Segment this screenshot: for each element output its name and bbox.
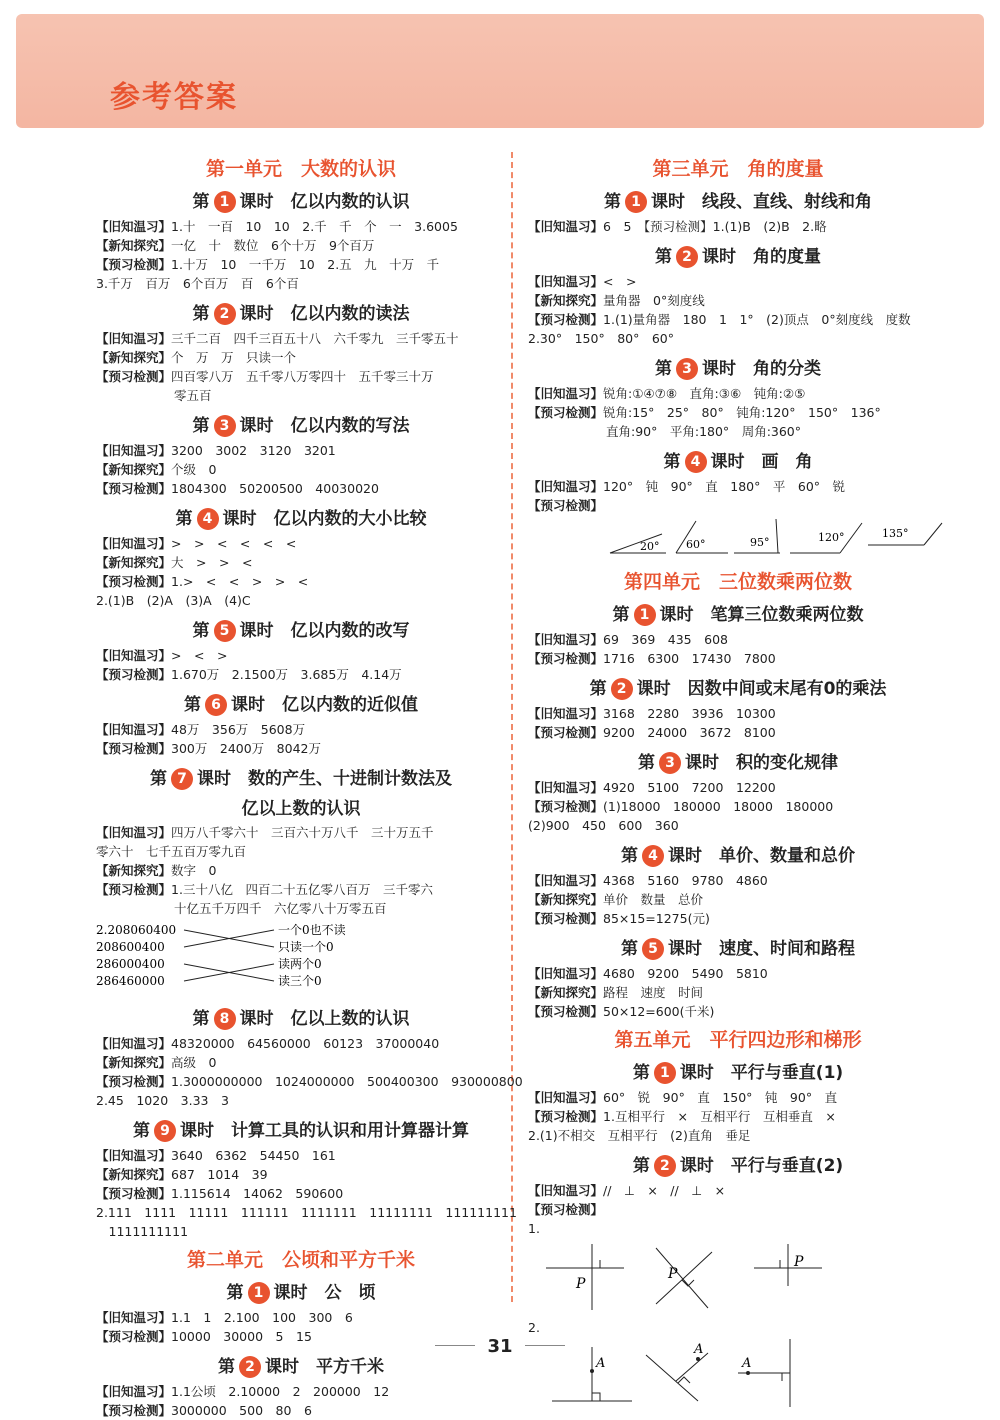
match-label: 读两个0 bbox=[278, 957, 322, 971]
lesson-heading: 第 3 课时 积的变化规律 bbox=[638, 753, 838, 773]
answer-line bbox=[96, 1146, 506, 1165]
answer-text: 3168 2280 3936 10300 bbox=[603, 706, 776, 721]
answer-line bbox=[528, 778, 948, 797]
answer-line bbox=[96, 386, 506, 405]
answer-text: 1.1 1 2.100 100 300 6 bbox=[171, 1310, 353, 1325]
lesson-title: 课时 亿以内数的近似值 bbox=[231, 695, 418, 715]
answer-line bbox=[96, 236, 506, 255]
lesson-number-badge: 4 bbox=[197, 508, 219, 530]
section-tag: 【新知探究】 bbox=[96, 863, 172, 878]
answer-line bbox=[96, 739, 506, 758]
answer-text: 1111111111 bbox=[96, 1224, 189, 1239]
point-a bbox=[590, 1369, 594, 1373]
answer-text: 1. bbox=[528, 1221, 540, 1236]
answer-line bbox=[96, 255, 506, 274]
lesson-number-badge: 1 bbox=[654, 1062, 676, 1084]
lesson-number-badge: 2 bbox=[676, 246, 698, 268]
answer-line bbox=[96, 842, 506, 861]
lesson-title: 课时 平行与垂直(2) bbox=[679, 1156, 844, 1176]
section-tag: 【预习检测】 bbox=[528, 799, 604, 814]
section-tag: 【新知探究】 bbox=[96, 350, 172, 365]
answer-line bbox=[528, 909, 948, 928]
section-tag: 【新知探究】 bbox=[96, 462, 172, 477]
answer-text: // ⊥ × // ⊥ × bbox=[603, 1183, 726, 1198]
point-label: A bbox=[694, 1342, 704, 1357]
match-number: 2.208060400 bbox=[96, 923, 177, 937]
lesson-number-badge: 1 bbox=[214, 191, 236, 213]
answer-line bbox=[528, 1107, 948, 1126]
angle-label: 20° bbox=[640, 540, 660, 553]
answer-text: 48320000 64560000 60123 37000040 bbox=[171, 1036, 440, 1051]
section-tag: 【旧知温习】 bbox=[528, 386, 604, 401]
answer-line bbox=[96, 591, 506, 610]
answer-text: 1.1公顷 2.10000 2 200000 12 bbox=[171, 1384, 390, 1399]
lesson-heading: 第 1 课时 公 顷 bbox=[226, 1283, 376, 1303]
answer-line bbox=[528, 964, 948, 983]
answer-line bbox=[528, 723, 948, 742]
answer-line bbox=[528, 217, 948, 236]
lesson-title: 课时 画 角 bbox=[710, 452, 813, 472]
answer-text: 85×15=1275(元) bbox=[603, 911, 710, 926]
lesson-heading: 第 4 课时 单价、数量和总价 bbox=[621, 846, 855, 866]
answer-line bbox=[96, 274, 506, 293]
answer-text: 3200 3002 3120 3201 bbox=[171, 443, 336, 458]
lesson-heading: 第 2 课时 平行与垂直(2) bbox=[632, 1156, 844, 1176]
answer-text: 2.45 1020 3.33 3 bbox=[96, 1093, 229, 1108]
point-label: P bbox=[794, 1254, 804, 1270]
answer-text: 6 5 【预习检测】1.(1)B (2)B 2.略 bbox=[603, 219, 827, 234]
answer-line bbox=[96, 880, 506, 899]
section-tag: 【旧知温习】 bbox=[528, 1090, 604, 1105]
lesson-title: 课时 平行与垂直(1) bbox=[679, 1063, 844, 1083]
lesson-heading: 第 3 课时 亿以内数的写法 bbox=[192, 416, 410, 436]
section-tag: 【旧知温习】 bbox=[96, 536, 172, 551]
answer-text: 路程 速度 时间 bbox=[603, 985, 704, 1000]
point-a bbox=[746, 1371, 750, 1375]
lesson-title: 课时 亿以内数的改写 bbox=[239, 621, 410, 641]
answer-text: 3640 6362 54450 161 bbox=[171, 1148, 336, 1163]
answer-line bbox=[96, 1401, 506, 1420]
section-tag: 【新知探究】 bbox=[528, 985, 604, 1000]
lesson-title: 课时 计算工具的认识和用计算器计算 bbox=[180, 1121, 469, 1141]
answer-line bbox=[528, 403, 948, 422]
answer-line bbox=[96, 217, 506, 236]
section-tag: 【旧知温习】 bbox=[528, 706, 604, 721]
answer-line bbox=[96, 441, 506, 460]
match-number: 286460000 bbox=[96, 974, 165, 988]
answer-line bbox=[528, 797, 948, 816]
section-tag: 【预习检测】 bbox=[96, 574, 172, 589]
angle-label: 120° bbox=[818, 531, 845, 544]
page-title: 参考答案 bbox=[110, 80, 238, 115]
unit-heading: 第三单元 角的度量 bbox=[652, 158, 824, 180]
section-tag: 【预习检测】 bbox=[96, 882, 172, 897]
point-label: P bbox=[576, 1276, 586, 1292]
lesson-title: 课时 亿以内数的读法 bbox=[239, 304, 410, 324]
unit-heading: 第一单元 大数的认识 bbox=[205, 158, 396, 180]
answer-text: 60° 锐 90° 直 150° 钝 90° 直 bbox=[603, 1090, 838, 1105]
answer-line bbox=[528, 1002, 948, 1021]
answer-line bbox=[528, 422, 948, 441]
answer-text: 大 > > < bbox=[171, 555, 253, 570]
lesson-heading: 第 1 课时 平行与垂直(1) bbox=[632, 1063, 844, 1083]
section-tag: 【预习检测】 bbox=[96, 481, 172, 496]
page-number: 31 bbox=[0, 1336, 1000, 1357]
answer-text: 2.111 1111 11111 111111 1111111 11111111 111111111 bbox=[96, 1205, 517, 1220]
answer-text: 高级 0 bbox=[171, 1055, 217, 1070]
lesson-heading: 第 2 课时 角的度量 bbox=[655, 247, 821, 267]
matching-diagram bbox=[96, 918, 506, 998]
match-number: 286000400 bbox=[96, 957, 165, 971]
lesson-number-badge: 2 bbox=[654, 1155, 676, 1177]
answer-text: (1)18000 180000 18000 180000 bbox=[603, 799, 834, 814]
lesson-title: 课时 亿以上数的认识 bbox=[239, 1009, 410, 1029]
answer-line bbox=[96, 534, 506, 553]
lesson-number-badge: 2 bbox=[214, 303, 236, 325]
answer-text: 1804300 50200500 40030020 bbox=[171, 481, 379, 496]
answer-line bbox=[96, 572, 506, 591]
perp-figure bbox=[754, 1244, 822, 1286]
answer-text: 48万 356万 5608万 bbox=[171, 722, 306, 737]
answer-line bbox=[528, 1126, 948, 1145]
answer-line bbox=[96, 460, 506, 479]
answer-line bbox=[528, 477, 948, 496]
section-tag: 【旧知温习】 bbox=[528, 219, 604, 234]
section-tag: 【旧知温习】 bbox=[528, 632, 604, 647]
answer-text: 69 369 435 608 bbox=[603, 632, 728, 647]
lesson-number-badge: 5 bbox=[214, 620, 236, 642]
answer-text: 10000 30000 5 15 bbox=[171, 1329, 312, 1344]
answer-text: < > bbox=[603, 274, 637, 289]
answer-line bbox=[96, 1165, 506, 1184]
answer-line bbox=[96, 553, 506, 572]
section-tag: 【预习检测】 bbox=[96, 257, 172, 272]
lesson-number-badge: 4 bbox=[642, 845, 664, 867]
answer-line bbox=[528, 649, 948, 668]
section-tag: 【旧知温习】 bbox=[528, 479, 604, 494]
lesson-heading: 第 2 课时 平方千米 bbox=[218, 1357, 384, 1377]
section-tag: 【旧知温习】 bbox=[528, 274, 604, 289]
answer-line bbox=[96, 1053, 506, 1072]
section-tag: 【预习检测】 bbox=[528, 911, 604, 926]
section-tag: 【新知探究】 bbox=[96, 238, 172, 253]
lesson-number-badge: 3 bbox=[659, 752, 681, 774]
section-tag: 【新知探究】 bbox=[528, 892, 604, 907]
section-tag: 【预习检测】 bbox=[528, 405, 604, 420]
section-tag: 【旧知温习】 bbox=[96, 331, 172, 346]
lesson-number-badge: 1 bbox=[634, 604, 656, 626]
lesson-title: 课时 亿以内数的大小比较 bbox=[222, 509, 427, 529]
lesson-title: 课时 亿以内数的认识 bbox=[239, 192, 410, 212]
section-tag: 【预习检测】 bbox=[96, 369, 172, 384]
section-tag: 【预习检测】 bbox=[528, 1004, 604, 1019]
lesson-title: 课时 线段、直线、射线和角 bbox=[651, 192, 872, 212]
answer-text: 1.(1)量角器 180 1 1° (2)顶点 0°刻度线 度数 bbox=[603, 312, 911, 327]
lesson-title: 课时 公 顷 bbox=[273, 1283, 376, 1303]
header-banner-edge bbox=[16, 120, 984, 134]
answer-text: 1.互相平行 × 互相平行 互相垂直 × bbox=[603, 1109, 836, 1124]
section-tag: 【旧知温习】 bbox=[96, 648, 172, 663]
answer-line bbox=[528, 1181, 948, 1200]
answer-text: 锐角:15° 25° 80° 钝角:120° 150° 136° bbox=[603, 405, 881, 420]
answer-text: 4680 9200 5490 5810 bbox=[603, 966, 768, 981]
answer-line bbox=[528, 816, 948, 835]
section-tag: 【新知探究】 bbox=[528, 293, 604, 308]
lesson-number-badge: 9 bbox=[154, 1120, 176, 1142]
answer-text: 120° 钝 90° 直 180° 平 60° 锐 bbox=[603, 479, 846, 494]
section-tag: 【旧知温习】 bbox=[96, 443, 172, 458]
answer-text: 三千二百 四千三百五十八 六千零九 三千零五十 bbox=[171, 331, 459, 346]
answer-line bbox=[528, 272, 948, 291]
answer-line bbox=[528, 871, 948, 890]
answer-text: (2)900 450 600 360 bbox=[528, 818, 679, 833]
answer-line bbox=[528, 1318, 948, 1337]
answer-text: > < > bbox=[171, 648, 228, 663]
section-tag: 【预习检测】 bbox=[528, 651, 604, 666]
lesson-heading: 第 6 课时 亿以内数的近似值 bbox=[184, 695, 418, 715]
answer-text: 锐角:①④⑦⑧ 直角:③⑥ 钝角:②⑤ bbox=[603, 386, 806, 401]
answer-line bbox=[96, 1072, 523, 1091]
section-tag: 【预习检测】 bbox=[96, 1074, 172, 1089]
answer-text: 2.30° 150° 80° 60° bbox=[528, 331, 675, 346]
lesson-title: 课时 速度、时间和路程 bbox=[668, 939, 855, 959]
section-tag: 【新知探究】 bbox=[96, 1167, 172, 1182]
section-tag: 【预习检测】 bbox=[96, 667, 172, 682]
answer-line bbox=[528, 704, 948, 723]
answer-line bbox=[528, 1088, 948, 1107]
point-label: A bbox=[742, 1356, 752, 1371]
angle-drawings bbox=[528, 515, 948, 563]
answer-line bbox=[96, 367, 506, 386]
answer-line bbox=[96, 348, 506, 367]
lesson-number-badge: 6 bbox=[205, 694, 227, 716]
answer-line bbox=[96, 1382, 506, 1401]
section-tag: 【旧知温习】 bbox=[528, 873, 604, 888]
answer-line bbox=[96, 1034, 506, 1053]
section-tag: 【预习检测】 bbox=[528, 1109, 604, 1124]
answer-text: 2.(1)不相交 互相平行 (2)直角 垂足 bbox=[528, 1128, 751, 1143]
answer-line bbox=[528, 384, 948, 403]
lesson-number-badge: 3 bbox=[214, 415, 236, 437]
answer-line bbox=[528, 291, 948, 310]
match-label: 一个0也不读 bbox=[278, 923, 346, 937]
point-label: A bbox=[596, 1356, 606, 1371]
unit-heading: 第五单元 平行四边形和梯形 bbox=[614, 1029, 862, 1051]
lesson-heading: 第 2 课时 因数中间或末尾有0的乘法 bbox=[589, 679, 887, 699]
section-tag: 【旧知温习】 bbox=[528, 1183, 604, 1198]
answer-text: 个级 0 bbox=[171, 462, 217, 477]
lesson-heading: 第 1 课时 笔算三位数乘两位数 bbox=[612, 605, 864, 625]
answer-text: 4368 5160 9780 4860 bbox=[603, 873, 768, 888]
section-tag: 【旧知温习】 bbox=[96, 1384, 172, 1399]
lesson-number-badge: 2 bbox=[239, 1356, 261, 1378]
answer-text: 量角器 0°刻度线 bbox=[603, 293, 705, 308]
answer-line bbox=[96, 1091, 506, 1110]
answer-text: 4920 5100 7200 12200 bbox=[603, 780, 776, 795]
point-a bbox=[696, 1357, 700, 1361]
section-tag: 【预习检测】 bbox=[96, 1186, 172, 1201]
answer-text: 2.(1)B (2)A (3)A (4)C bbox=[96, 593, 251, 608]
lesson-number-badge: 3 bbox=[676, 358, 698, 380]
answer-line bbox=[96, 1222, 506, 1241]
section-tag: 【预习检测】 bbox=[96, 741, 172, 756]
angle-label: 60° bbox=[686, 538, 706, 551]
lesson-heading: 第 5 课时 亿以内数的改写 bbox=[192, 621, 410, 641]
lesson-heading: 第 9 课时 计算工具的认识和用计算器计算 bbox=[133, 1121, 469, 1141]
answer-line bbox=[96, 823, 506, 842]
answer-text: 1.三十八亿 四百二十五亿零八百万 三千零六 bbox=[171, 882, 433, 897]
answer-text: 1.3000000000 1024000000 500400300 930000800 bbox=[171, 1074, 523, 1089]
lesson-title: 课时 单价、数量和总价 bbox=[668, 846, 855, 866]
answer-line bbox=[528, 630, 948, 649]
answer-line bbox=[96, 720, 506, 739]
lesson-title: 课时 笔算三位数乘两位数 bbox=[659, 605, 864, 625]
answer-text: 四百零八万 五千零八万零四十 五千零三十万 bbox=[171, 369, 434, 384]
lesson-heading: 第 3 课时 角的分类 bbox=[655, 359, 821, 379]
lesson-heading: 第 7 课时 数的产生、十进制计数法及 bbox=[150, 769, 452, 789]
answer-line bbox=[528, 1200, 948, 1219]
answer-text: 1.670万 2.1500万 3.685万 4.14万 bbox=[171, 667, 402, 682]
section-tag: 【预习检测】 bbox=[528, 1202, 604, 1217]
lesson-title: 课时 角的分类 bbox=[702, 359, 821, 379]
section-tag: 【旧知温习】 bbox=[96, 1148, 172, 1163]
answer-line bbox=[528, 983, 948, 1002]
answer-line bbox=[96, 899, 506, 918]
answer-text: 3.千万 百万 6个百万 百 6个百 bbox=[96, 276, 299, 291]
answer-line bbox=[96, 1184, 506, 1203]
answer-line bbox=[528, 890, 948, 909]
lesson-heading: 第 2 课时 亿以内数的读法 bbox=[192, 304, 410, 324]
answer-line bbox=[96, 1203, 517, 1222]
section-tag: 【新知探究】 bbox=[96, 1055, 172, 1070]
answer-text: 2. bbox=[528, 1320, 540, 1335]
lesson-title: 课时 数的产生、十进制计数法及 bbox=[197, 769, 452, 789]
answer-text: 直角:90° 平角:180° 周角:360° bbox=[606, 424, 802, 439]
lesson-title: 课时 积的变化规律 bbox=[685, 753, 838, 773]
answer-text: 四万八千零六十 三百六十万八千 三十万五千 bbox=[171, 825, 434, 840]
lesson-number-badge: 1 bbox=[625, 191, 647, 213]
lesson-number-badge: 4 bbox=[685, 451, 707, 473]
section-tag: 【预习检测】 bbox=[96, 1403, 172, 1418]
answer-line bbox=[528, 496, 948, 515]
lesson-title: 课时 亿以内数的写法 bbox=[239, 416, 410, 436]
lesson-number-badge: 2 bbox=[611, 678, 633, 700]
section-tag: 【预习检测】 bbox=[528, 725, 604, 740]
answer-line bbox=[528, 329, 948, 348]
answer-line bbox=[96, 646, 506, 665]
answer-text: 300万 2400万 8042万 bbox=[171, 741, 321, 756]
section-tag: 【旧知温习】 bbox=[96, 219, 172, 234]
section-tag: 【旧知温习】 bbox=[96, 1036, 172, 1051]
lesson-heading: 第 1 课时 线段、直线、射线和角 bbox=[604, 192, 872, 212]
section-tag: 【旧知温习】 bbox=[96, 825, 172, 840]
section-tag: 【预习检测】 bbox=[528, 498, 604, 513]
match-number: 208600400 bbox=[96, 940, 165, 954]
lesson-title: 课时 因数中间或末尾有0的乘法 bbox=[636, 679, 887, 699]
answer-line bbox=[96, 665, 506, 684]
answer-line bbox=[528, 310, 948, 329]
lesson-heading: 第 8 课时 亿以上数的认识 bbox=[192, 1009, 410, 1029]
answer-text: 个 万 万 只读一个 bbox=[171, 350, 297, 365]
lesson-number-badge: 7 bbox=[171, 768, 193, 790]
match-label: 只读一个0 bbox=[278, 940, 334, 954]
lesson-heading: 第 5 课时 速度、时间和路程 bbox=[621, 939, 855, 959]
left-column bbox=[96, 150, 523, 1420]
lesson-number-badge: 1 bbox=[248, 1282, 270, 1304]
lesson-title: 课时 角的度量 bbox=[702, 247, 821, 267]
lesson-heading: 第 4 课时 画 角 bbox=[663, 452, 813, 472]
answer-text: 50×12=600(千米) bbox=[603, 1004, 715, 1019]
lesson-heading: 第 4 课时 亿以内数的大小比较 bbox=[175, 509, 427, 529]
lesson-title: 课时 平方千米 bbox=[265, 1357, 384, 1377]
answer-text: 十亿五千万四千 六亿零八十万零五百 bbox=[174, 901, 387, 916]
answer-line bbox=[96, 479, 506, 498]
unit-heading: 第二单元 公顷和平方千米 bbox=[186, 1249, 415, 1271]
perpendicular-figures-1 bbox=[528, 1238, 948, 1318]
answer-text: 1.十 一百 10 10 2.千 千 个 一 3.6005 bbox=[171, 219, 458, 234]
answer-text: 1.十万 10 一千万 10 2.五 九 十万 千 bbox=[171, 257, 440, 272]
answer-line bbox=[528, 1219, 948, 1238]
section-tag: 【旧知温习】 bbox=[96, 1310, 172, 1325]
lesson-title-continued: 亿以上数的认识 bbox=[241, 799, 361, 819]
section-tag: 【新知探究】 bbox=[96, 555, 172, 570]
section-tag: 【预习检测】 bbox=[528, 312, 604, 327]
answer-text: > > < < < < bbox=[171, 536, 297, 551]
section-tag: 【预习检测】 bbox=[96, 1329, 172, 1344]
answer-line bbox=[96, 861, 506, 880]
right-column bbox=[528, 150, 948, 1415]
match-label: 读三个0 bbox=[278, 974, 322, 988]
answer-text: 零六十 七千五百万零九百 bbox=[96, 844, 247, 859]
answer-text: 9200 24000 3672 8100 bbox=[603, 725, 776, 740]
section-tag: 【旧知温习】 bbox=[528, 966, 604, 981]
column-divider bbox=[511, 152, 513, 1302]
answer-line bbox=[96, 329, 506, 348]
answer-text: 687 1014 39 bbox=[171, 1167, 268, 1182]
lesson-heading: 第 1 课时 亿以内数的认识 bbox=[192, 192, 410, 212]
section-tag: 【旧知温习】 bbox=[96, 722, 172, 737]
answer-text: 3000000 500 80 6 bbox=[171, 1403, 312, 1418]
point-label: P bbox=[668, 1266, 678, 1282]
answer-text: 数字 0 bbox=[171, 863, 217, 878]
answer-text: 一亿 十 数位 6个十万 9个百万 bbox=[171, 238, 375, 253]
answer-text: 零五百 bbox=[174, 388, 212, 403]
answer-line bbox=[96, 1308, 506, 1327]
answer-text: 1.> < < > > < bbox=[171, 574, 309, 589]
answer-text: 单价 数量 总价 bbox=[603, 892, 704, 907]
perp-figure bbox=[656, 1248, 712, 1308]
angle-label: 135° bbox=[882, 527, 909, 540]
unit-heading: 第四单元 三位数乘两位数 bbox=[623, 571, 852, 593]
answer-text: 1716 6300 17430 7800 bbox=[603, 651, 776, 666]
section-tag: 【旧知温习】 bbox=[528, 780, 604, 795]
lesson-number-badge: 8 bbox=[214, 1008, 236, 1030]
lesson-number-badge: 5 bbox=[642, 938, 664, 960]
answer-text: 1.115614 14062 590600 bbox=[171, 1186, 344, 1201]
angle-label: 95° bbox=[750, 536, 770, 549]
